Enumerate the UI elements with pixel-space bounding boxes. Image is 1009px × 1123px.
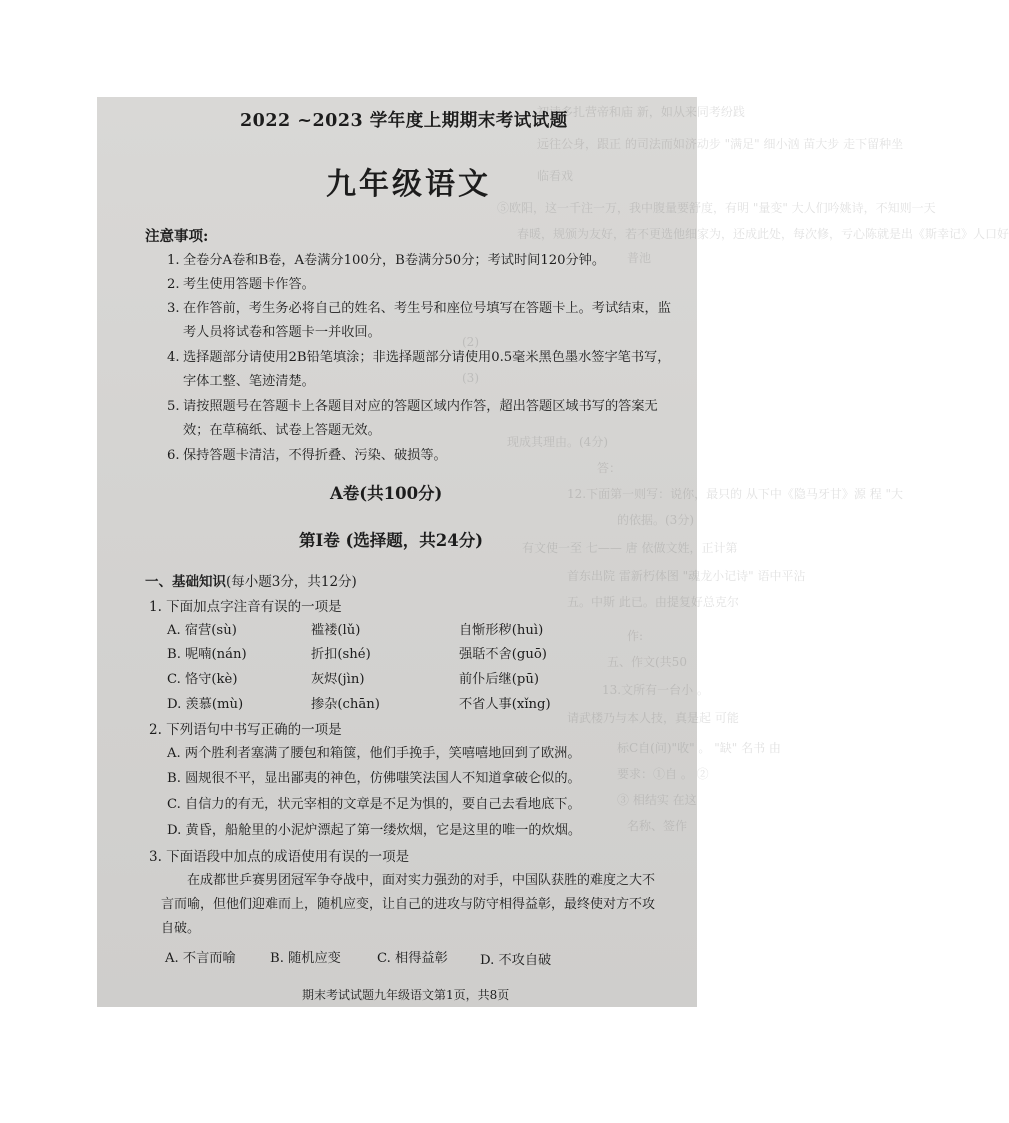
bleed-text: 标C自(问)"收" 。 "缺" 名书 由 bbox=[617, 741, 781, 755]
q1-option-b-3: 强聒不舍(guō) bbox=[459, 647, 547, 662]
page-footer: 期末考试试题九年级语文第1页，共8页 bbox=[302, 988, 510, 1002]
q1-option-a-3: 自惭形秽(huì) bbox=[459, 623, 544, 638]
notice-item bbox=[167, 297, 677, 345]
q1-option-c-3: 前仆后继(pū) bbox=[459, 672, 539, 687]
bleed-text: ⑤欧阳，这一千注一万，我中腹量要舒度，有明 "量变" 大人们吟姚诗，不知则一天 bbox=[497, 201, 936, 215]
bleed-text: 的依据。(3分) bbox=[617, 513, 694, 527]
q3-paragraph: 在成都世乒赛男团冠军争夺战中，面对实力强劲的对手，中国队获胜的难度之大不言而喻，但他们迎难而上，随机应变，让自己的进攻与防守相得益彰，最终使对方不攻自破。 bbox=[161, 873, 656, 936]
bleed-text: 13.文所有一台小 。 bbox=[602, 683, 709, 697]
notice-text: 请按照题号在答题卡上各题目对应的答题区域内作答，超出答题区域书写的答案无效；在草稿纸、试卷上答题无效。 bbox=[183, 399, 658, 438]
subject-title: 九年级语文 bbox=[326, 167, 491, 202]
bleed-text: 初读多扎营帝和庙 新，如从来同考纷践 bbox=[537, 105, 745, 119]
notice-item bbox=[167, 395, 677, 443]
bleed-text: 临看戏 bbox=[537, 169, 574, 183]
q3-option-c: C. 相得益彰 bbox=[377, 951, 448, 966]
notice-number: 2. bbox=[167, 277, 180, 292]
q1-option-c-1: C. 恪守(kè) bbox=[167, 672, 238, 687]
bleed-text: 五、作文(共50 bbox=[607, 655, 687, 669]
notice-item bbox=[167, 346, 677, 394]
notice-number: 5. bbox=[167, 399, 180, 414]
bleed-text: 远往公身，跟正 的司法而如济动步 "满足" 细小汹 苗大步 走下留种坐 bbox=[537, 137, 904, 151]
notice-number: 4. bbox=[167, 350, 180, 365]
notice-text: 考生使用答题卡作答。 bbox=[183, 277, 315, 292]
q1-option-a-2: 褴褛(lǔ) bbox=[311, 623, 361, 638]
q1-option-d-1: D. 羡慕(mù) bbox=[167, 697, 244, 712]
q3-option-b: B. 随机应变 bbox=[270, 951, 341, 966]
q1-option-d-3: 不省人事(xǐng) bbox=[459, 697, 551, 712]
notice-number: 3. bbox=[167, 301, 180, 316]
notice-text: 选择题部分请使用2B铅笔填涂；非选择题部分请使用0.5毫米黑色墨水签字笔书写，字体工整、笔迹清楚。 bbox=[183, 350, 671, 389]
bleed-text: 普池 bbox=[627, 251, 652, 265]
q2-option-c: C. 自信力的有无，状元宰相的文章是不足为惧的，要自己去看地底下。 bbox=[167, 797, 581, 812]
q2-option-d: D. 黄昏，船舱里的小泥炉漂起了第一缕炊烟，它是这里的唯一的炊烟。 bbox=[167, 823, 582, 838]
q1-option-b-1: B. 呢喃(nán) bbox=[167, 647, 247, 662]
bleed-text: (3) bbox=[462, 371, 479, 385]
question-2-stem: 2. 下列语句中书写正确的一项是 bbox=[149, 722, 342, 738]
bleed-text: 答： bbox=[597, 461, 622, 475]
notice-text: 保持答题卡清洁，不得折叠、污染、破损等。 bbox=[183, 448, 447, 463]
bleed-text: 现成其理由。(4分) bbox=[507, 435, 608, 449]
notice-item bbox=[167, 249, 677, 273]
exam-paper bbox=[97, 97, 1009, 1007]
q2-option-b: B. 圆规很不平，显出鄙夷的神色，仿佛嗤笑法国人不知道拿破仑似的。 bbox=[167, 771, 581, 786]
bleed-text: 要求：①自 。 ② bbox=[617, 767, 709, 781]
q1-option-b-2: 折扣(shé) bbox=[311, 647, 371, 662]
q1-option-a-1: A. 宿营(sù) bbox=[167, 623, 237, 638]
bleed-text: 作: bbox=[627, 629, 644, 643]
notice-item bbox=[167, 273, 677, 297]
bleed-text: 五。中斯 此已。由提复好总克尔 bbox=[567, 595, 739, 609]
section-title bbox=[145, 570, 357, 590]
notice-number: 1. bbox=[167, 253, 180, 268]
q3-option-a: A. 不言而喻 bbox=[165, 951, 236, 966]
notice-number: 6. bbox=[167, 448, 180, 463]
part-a-heading: A卷(共100分) bbox=[330, 484, 443, 503]
bleed-text: ③ 相结实 在这 bbox=[617, 793, 697, 807]
bleed-text: 首东出院 雷新朽体图 "魂龙小记诗" 语中平沾 bbox=[567, 569, 806, 583]
notice-text: 全卷分A卷和B卷，A卷满分100分，B卷满分50分；考试时间120分钟。 bbox=[183, 253, 606, 268]
bleed-text: 名称、签作 bbox=[627, 819, 688, 833]
exam-year-title: 2022 ~2023 学年度上期期末考试试题 bbox=[240, 111, 568, 131]
notice-text: 在作答前，考生务必将自己的姓名、考生号和座位号填写在答题卡上。考试结束，监考人员将试卷和答题卡一并收回。 bbox=[183, 301, 671, 340]
q1-option-c-2: 灰烬(jìn) bbox=[311, 672, 365, 687]
question-3-stem: 3. 下面语段中加点的成语使用有误的一项是 bbox=[149, 849, 410, 865]
notice-item bbox=[167, 444, 677, 468]
q2-option-a: A. 两个胜利者塞满了腰包和箱箧，他们手挽手，笑嘻嘻地回到了欧洲。 bbox=[167, 746, 581, 761]
bleed-text: (2) bbox=[462, 335, 479, 349]
question-1-stem: 1. 下面加点字注音有误的一项是 bbox=[149, 599, 342, 615]
bleed-text: 春暖，规颁为友好，若不更选他细家为，还成此处，每次修，亏心陈就是出《斯幸记》人口好 bbox=[517, 227, 1009, 241]
bleed-text: 有文使一至 七—— 唐 依做文姓，正计第 bbox=[522, 541, 738, 555]
notice-heading: 注意事项: bbox=[145, 228, 209, 245]
volume-one-heading: 第Ⅰ卷 (选择题，共24分) bbox=[299, 531, 484, 550]
q1-option-d-2: 掺杂(chān) bbox=[311, 697, 380, 712]
bleed-text: 12.下面第一则写：说你，最只的 从下中《隐马牙甘》源 程 "大 bbox=[567, 487, 904, 501]
section-name: 一、基础知识 bbox=[145, 574, 226, 590]
q3-option-d: D. 不攻自破 bbox=[480, 953, 552, 968]
bleed-text: 请武楼乃与本人技，真是起 可能 bbox=[567, 711, 739, 725]
section-score-note: (每小题3分，共12分) bbox=[226, 574, 357, 590]
